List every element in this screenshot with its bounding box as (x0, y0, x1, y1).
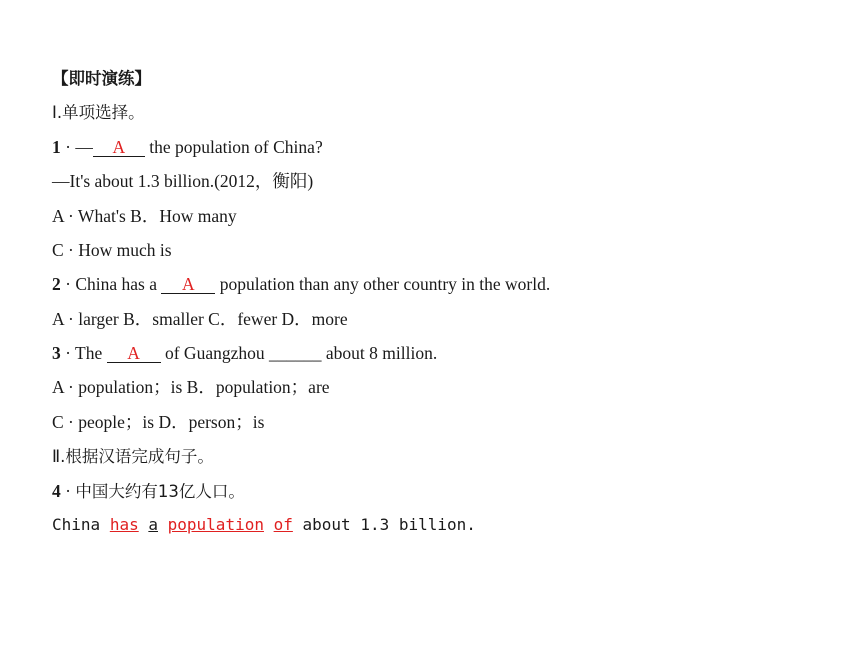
question-3-options-line2: C · people；is D．person；is (52, 412, 265, 432)
question-1-text: the population of China? (144, 137, 323, 157)
question-4-sep: · (65, 481, 71, 501)
question-2-before: China has a (75, 274, 162, 294)
question-2-after: population than any other country in the world. (215, 274, 551, 294)
question-1 (52, 136, 323, 158)
question-3 (52, 342, 437, 364)
answer-word-has: has (109, 515, 139, 534)
question-2-number: 2 (52, 274, 61, 294)
question-3-after: about 8 million. (321, 343, 438, 363)
question-2-sep: · (65, 274, 71, 294)
answer-word-china: China (52, 515, 101, 534)
question-1-number: 1 (52, 137, 61, 157)
answer-word-of: of (273, 515, 293, 534)
answer-word-a: a (148, 515, 158, 534)
answer-word-population: population (167, 515, 264, 534)
question-4 (52, 480, 245, 503)
question-1-blank (93, 138, 145, 157)
question-3-before: The (75, 343, 107, 363)
question-2-answer: A (182, 274, 195, 294)
question-3-middle: of Guangzhou (160, 343, 269, 363)
question-2-blank (161, 275, 215, 294)
question-1-reply: —It's about 1.3 billion.(2012，衡阳) (52, 171, 314, 191)
question-1-sep: · (65, 137, 71, 157)
question-3-blank-2: ______ (269, 343, 322, 363)
question-1-answer: A (112, 137, 126, 157)
question-1-prefix: — (75, 137, 93, 157)
section-heading: 【即时演练】 (52, 69, 151, 88)
question-4-prompt: 中国大约有13亿人口。 (75, 482, 245, 501)
part1-title: Ⅰ.单项选择。 (52, 103, 145, 122)
question-4-number: 4 (52, 481, 61, 501)
question-2 (52, 273, 550, 295)
part2-title: Ⅱ.根据汉语完成句子。 (52, 447, 214, 466)
question-3-sep: · (65, 343, 71, 363)
answer-word-rest: about 1.3 billion. (302, 515, 476, 534)
question-3-blank-1 (107, 344, 161, 363)
question-2-options: A · larger B．smaller C．fewer D．more (52, 309, 348, 329)
question-3-options-line1: A · population；is B．population；are (52, 377, 330, 397)
question-1-options-line1: A · What's B．How many (52, 206, 237, 226)
question-3-number: 3 (52, 343, 61, 363)
question-3-answer: A (127, 343, 140, 363)
question-1-options-line2: C · How much is (52, 240, 172, 260)
question-4-answer-line (52, 514, 476, 536)
